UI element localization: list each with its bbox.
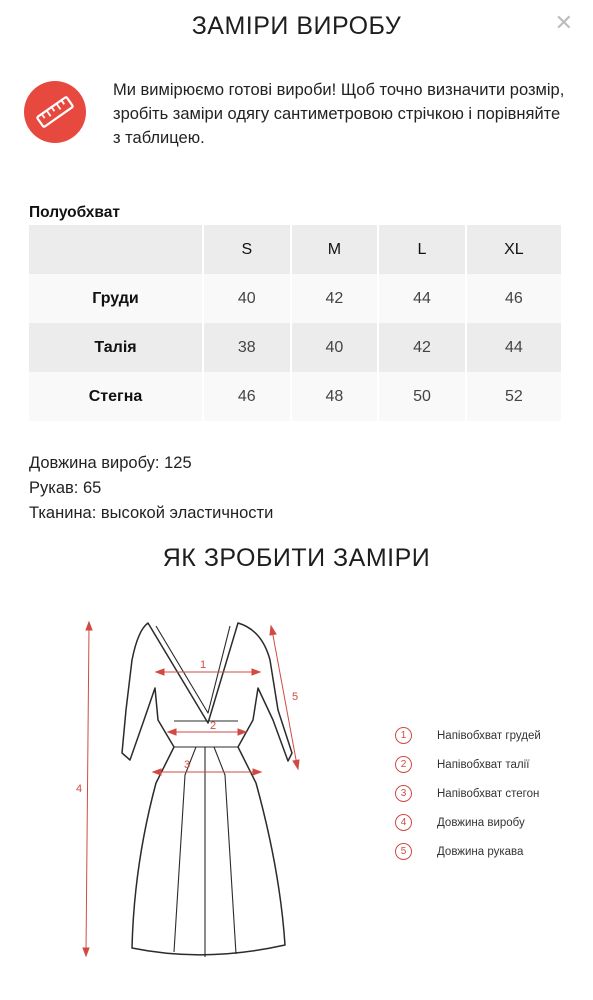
ruler-icon [24,81,86,143]
column-header: XL [467,225,561,274]
table-cell: 38 [204,323,290,372]
legend-item [392,779,541,808]
label-chest: 1 [200,659,207,671]
row-label: Стегна [29,372,202,421]
close-icon[interactable]: ✕ [554,10,573,35]
product-length: Довжина виробу: 125 [29,454,192,472]
legend-number: 1 [395,727,412,744]
how-to-title: ЯК ЗРОБИТИ ЗАМІРИ [162,544,431,572]
column-header: L [379,225,465,274]
table-cell: 44 [467,323,561,372]
label-sleeve: 5 [292,691,299,703]
legend-number: 4 [395,814,412,831]
size-table [27,225,563,421]
legend-item [392,750,541,779]
table-corner-cell [29,225,202,274]
label-hips: 3 [184,759,191,771]
fabric-info: Тканина: высокой эластичности [29,504,274,522]
diagram-labels [76,659,298,795]
column-header: M [292,225,378,274]
legend-label: Довжина виробу [437,816,525,829]
column-header: S [204,225,290,274]
table-cell: 50 [379,372,465,421]
legend-label: Напівобхват грудей [437,729,541,742]
table-cell: 40 [292,323,378,372]
legend-item [392,837,541,866]
legend-label: Довжина рукава [437,845,524,858]
product-info [29,451,273,526]
table-cell: 42 [379,323,465,372]
measurement-lines [83,622,299,956]
label-waist: 2 [210,720,217,732]
row-label: Талія [29,323,202,372]
table-row [29,372,561,421]
table-header-row [29,225,561,274]
legend-number: 2 [395,756,412,773]
row-label: Груди [29,274,202,323]
intro-block [24,78,569,158]
table-row [29,323,561,372]
table-cell: 40 [204,274,290,323]
legend-item [392,721,541,750]
legend-item [392,808,541,837]
legend-label: Напівобхват стегон [437,787,540,800]
intro-text: Ми вимірюємо готові вироби! Щоб точно визначити розмір, зробіть заміри одягу сантиметровою стрічкою і порівняйте з таблицею. [113,81,565,147]
dress-diagram [60,600,320,970]
label-length: 4 [76,783,83,795]
legend-label: Напівобхват талії [437,758,530,771]
measurement-legend [392,721,541,866]
legend-number: 3 [395,785,412,802]
sleeve-length: Рукав: 65 [29,479,102,497]
dress-outline [122,623,292,957]
legend-number: 5 [395,843,412,860]
table-cell: 46 [204,372,290,421]
table-cell: 44 [379,274,465,323]
table-cell: 42 [292,274,378,323]
table-cell: 46 [467,274,561,323]
table-row [29,274,561,323]
size-table-caption: Полуобхват [29,204,120,221]
table-cell: 48 [292,372,378,421]
page-title: ЗАМІРИ ВИРОБУ [191,12,402,40]
table-cell: 52 [467,372,561,421]
